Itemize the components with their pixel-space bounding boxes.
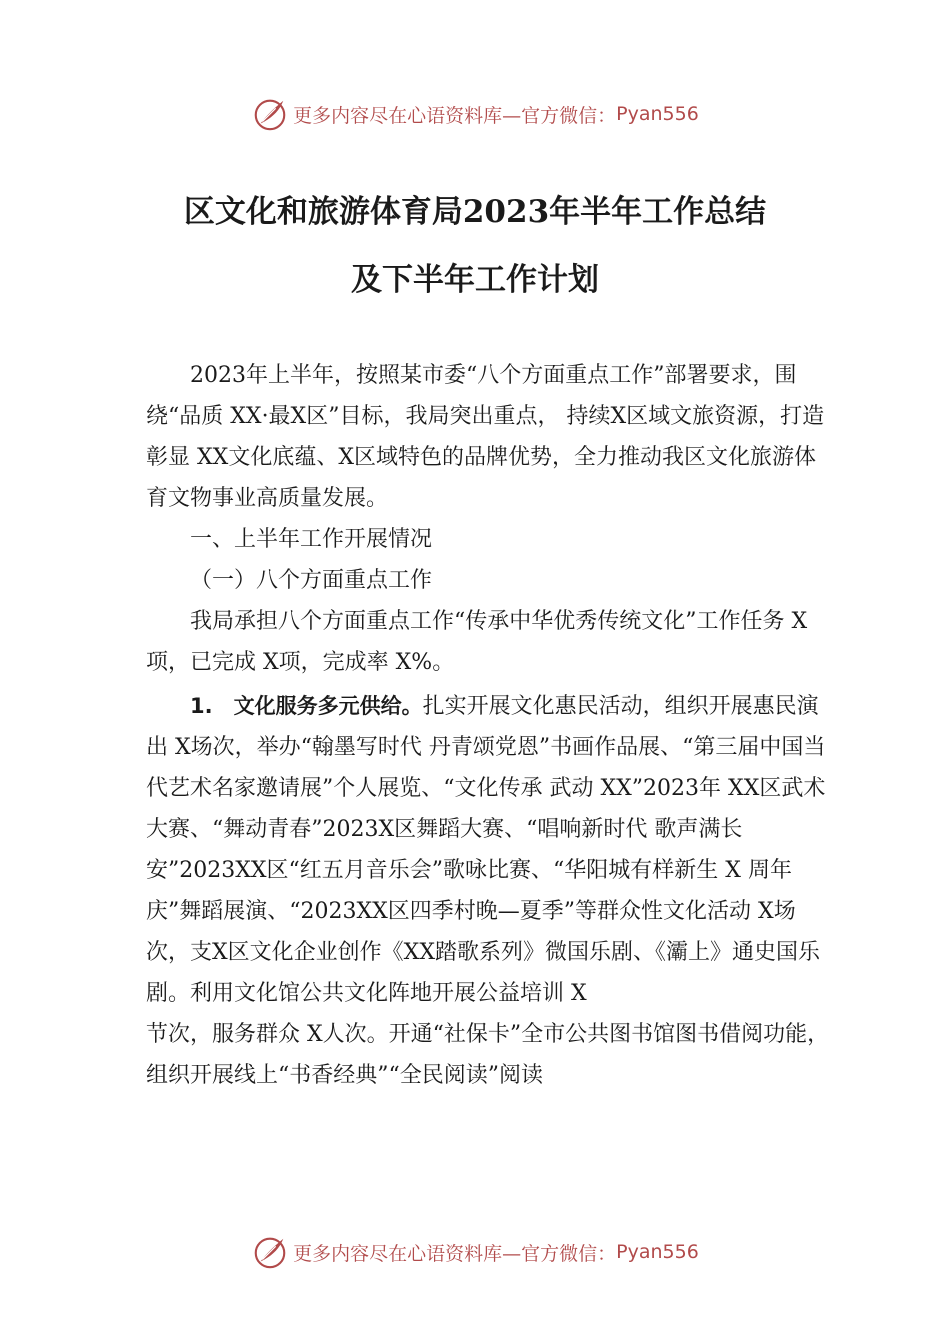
item-body: 扎实开展文化惠民活动，组织开展惠民演出 X场次，举办“翰墨写时代 丹青颂党恩”书画作品展、“第三届中国当代艺术名家邀请展”个人展览、“文化传承 武动 XX”2023年 XX区武术大赛、“舞动青春”2023X区舞蹈大赛、“唱响新时代 歌声满长安”2023XX区“红五月音乐会”歌咏比赛、“华阳城有样新生 X 周年庆”舞蹈展演、“2023XX区四季村晚—夏季”等群众性文化活动 X场次，支Ⅹ区文化企业创作《XX踏歌系列》微国乐剧、《灞上》通史国乐剧。利用文化馆公共文化阵地开展公益培训 X bbox=[146, 694, 826, 1006]
document-body bbox=[146, 355, 836, 1096]
watermark-wechat-id: Pyan556 bbox=[616, 103, 699, 125]
quill-circle-icon bbox=[251, 1233, 289, 1271]
watermark-wechat-id: Pyan556 bbox=[616, 1241, 699, 1263]
watermark-text: 更多内容尽在心语资料库—官方微信： bbox=[293, 1242, 617, 1265]
document-title-line1: 区文化和旅游体育局2023年半年工作总结 bbox=[183, 194, 767, 230]
watermark-header bbox=[0, 94, 950, 134]
watermark-footer bbox=[0, 1232, 950, 1272]
continuation-paragraph: 节次，服务群众 X人次。开通“社保卡”全市公共图书馆图书借阅功能，组织开展线上“书香经典”“全民阅读”阅读 bbox=[146, 1022, 830, 1088]
document-title-line2: 及下半年工作计划 bbox=[351, 262, 599, 298]
item-lead: 1. 文化服务多元供给。 bbox=[190, 694, 423, 718]
intro-paragraph: 2023年上半年，按照某市委“八个方面重点工作”部署要求，围绕“品质 XX·最Ⅹ区”目标，我局突出重点， 持续Ⅹ区域文旅资源，打造彰显 XX文化底蕴、Ⅹ区域特色的品牌优势，全力推动我区文化旅游体育文物事业高质量发展。 bbox=[146, 363, 825, 511]
watermark-text: 更多内容尽在心语资料库—官方微信： bbox=[293, 104, 617, 127]
subsection-heading: （一）八个方面重点工作 bbox=[190, 568, 433, 593]
quill-circle-icon bbox=[251, 95, 289, 133]
item-paragraph bbox=[146, 686, 836, 1014]
section-heading: 一、上半年工作开展情况 bbox=[190, 527, 433, 552]
tasks-paragraph: 我局承担八个方面重点工作“传承中华优秀传统文化”工作任务 X项，已完成 X项，完成率 X%。 bbox=[146, 609, 808, 675]
